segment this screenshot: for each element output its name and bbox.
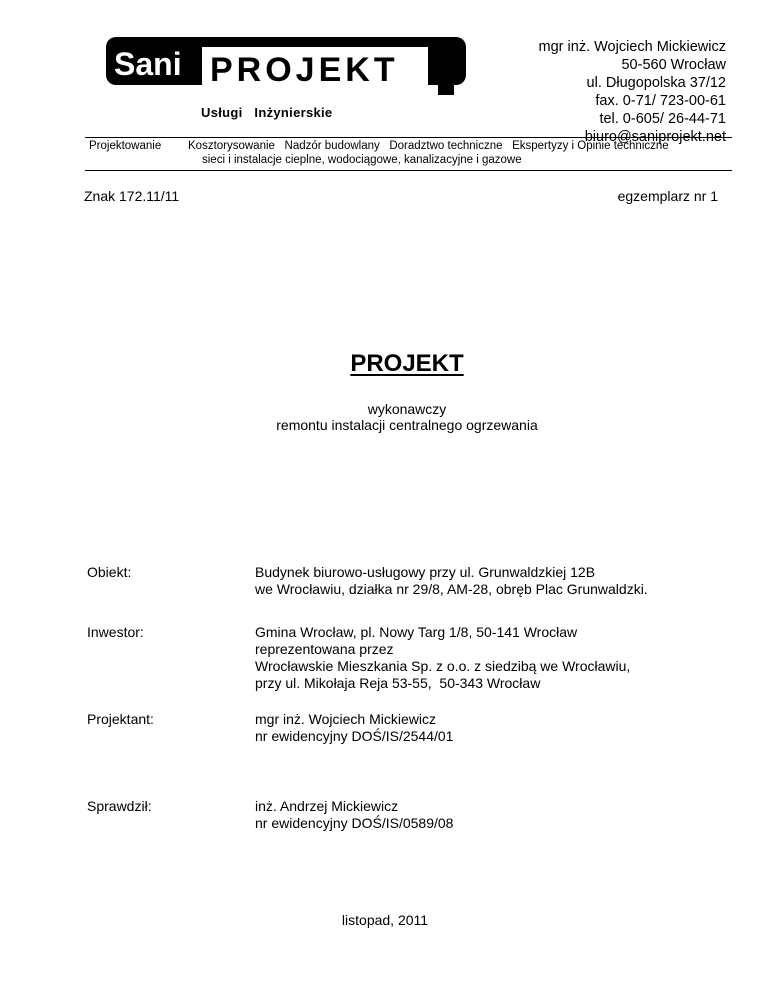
obiekt-value bbox=[255, 564, 648, 598]
inwestor-line-2: reprezentowana przez bbox=[255, 641, 394, 657]
inwestor-label: Inwestor: bbox=[87, 624, 144, 640]
services-line-2: sieci i instalacje cieplne, wodociągowe, kanalizacyjne i gazowe bbox=[202, 154, 522, 166]
subtitle-line-2: remontu instalacji centralnego ogrzewania bbox=[276, 417, 538, 433]
services-label: Projektowanie bbox=[89, 140, 162, 152]
sprawdzil-line-1: inż. Andrzej Mickiewicz bbox=[255, 798, 399, 814]
document-subtitle bbox=[0, 401, 768, 433]
contact-street: ul. Długopolska 37/12 bbox=[586, 75, 726, 91]
copy-number: egzemplarz nr 1 bbox=[617, 188, 718, 204]
contact-fax: fax. 0-71/ 723-00-61 bbox=[595, 93, 726, 109]
sprawdzil-line-2: nr ewidencyjny DOŚ/IS/0589/08 bbox=[255, 815, 454, 831]
inwestor-line-4: przy ul. Mikołaja Reja 53-55, 50-343 Wrocław bbox=[255, 675, 541, 691]
sprawdzil-value bbox=[255, 798, 453, 832]
projektant-label: Projektant: bbox=[87, 711, 154, 727]
document-date: listopad, 2011 bbox=[341, 912, 429, 928]
contact-phone: tel. 0-605/ 26-44-71 bbox=[599, 111, 726, 127]
sprawdzil-label: Sprawdził: bbox=[87, 798, 152, 814]
saniprojekt-logo bbox=[106, 37, 466, 97]
services-line-1: Kosztorysowanie Nadzór budowlany Doradztwo techniczne Ekspertyzy i Opinie techniczne bbox=[188, 140, 669, 152]
logo-word-sani: Sani bbox=[114, 46, 182, 82]
divider-bottom bbox=[85, 170, 732, 171]
logo-word-projekt: PROJEKT bbox=[210, 51, 399, 89]
inwestor-line-3: Wrocławskie Mieszkania Sp. z o.o. z siedzibą we Wrocławiu, bbox=[255, 658, 631, 674]
projektant-value bbox=[255, 711, 453, 745]
contact-block bbox=[539, 38, 726, 146]
document-title: PROJEKT bbox=[350, 350, 464, 377]
obiekt-line-1: Budynek biurowo-usługowy przy ul. Grunwaldzkiej 12B bbox=[255, 564, 596, 580]
contact-name: mgr inż. Wojciech Mickiewicz bbox=[538, 39, 726, 55]
inwestor-line-1: Gmina Wrocław, pl. Nowy Targ 1/8, 50-141 Wrocław bbox=[255, 624, 578, 640]
obiekt-label: Obiekt: bbox=[87, 564, 132, 580]
reference-number: Znak 172.11/11 bbox=[84, 188, 180, 204]
tagline: Usługi Inżynierskie bbox=[201, 105, 333, 120]
subtitle-line-1: wykonawczy bbox=[367, 401, 447, 417]
divider-top bbox=[85, 137, 732, 138]
obiekt-line-2: we Wrocławiu, działka nr 29/8, AM-28, obręb Plac Grunwaldzki. bbox=[255, 581, 648, 597]
projektant-line-1: mgr inż. Wojciech Mickiewicz bbox=[255, 711, 436, 727]
contact-city: 50-560 Wrocław bbox=[621, 57, 726, 73]
contact-email: biuro@saniprojekt.net bbox=[584, 129, 726, 145]
projektant-line-2: nr ewidencyjny DOŚ/IS/2544/01 bbox=[255, 728, 454, 744]
inwestor-value bbox=[255, 624, 630, 692]
